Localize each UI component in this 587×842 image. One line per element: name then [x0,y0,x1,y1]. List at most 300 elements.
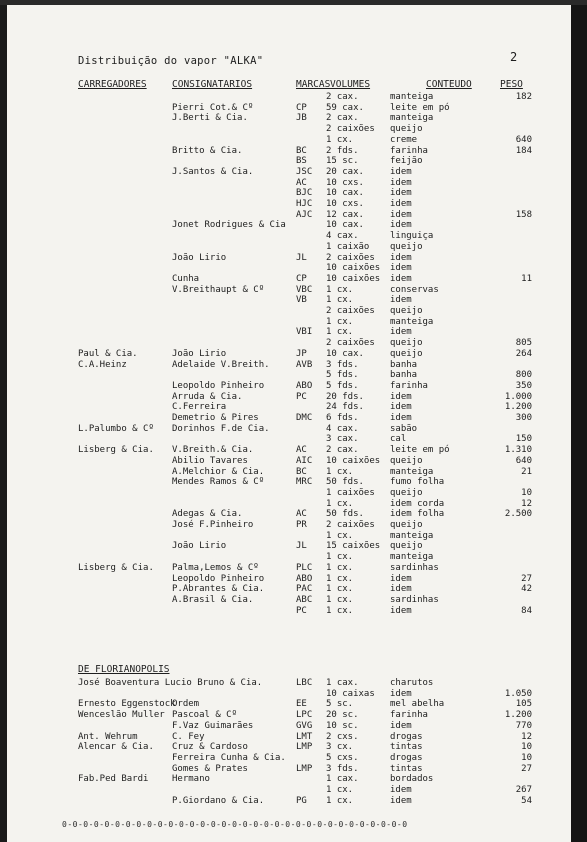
value-cell: 27 [521,573,532,584]
table-row [0,178,587,188]
table-row [0,306,587,316]
consignee-cell: J.Santos & Cia. [172,166,254,177]
consignee-cell: Jonet Rodrigues & Cia [172,220,286,231]
goods-cell: idem [390,177,412,188]
goods-cell: idem [390,605,412,616]
consignee-cell: A.Brasil & Cia. [172,594,254,605]
table-row [0,477,587,487]
goods-cell: idem [390,795,412,806]
consignee-cell: Adelaide V.Breith. [172,359,270,370]
goods-cell: idem [390,220,412,231]
consignee-cell: Palma,Lemos & Cº [172,562,259,573]
value-cell: 84 [521,605,532,616]
table-row [0,370,587,380]
shipper-cell: Alencar & Cia. [78,742,154,753]
table-row [0,732,587,742]
consignee-cell: C.Ferreira [172,402,227,413]
goods-cell: banha [390,370,418,381]
quantity-cell: 12 cax. [326,209,364,220]
table-row [0,541,587,551]
quantity-cell: 4 cax. [326,423,359,434]
value-cell: 1.050 [504,688,532,699]
quantity-cell: 10 caixões [326,273,381,284]
table-row [0,124,587,134]
mark-cell: JL [296,541,307,552]
quantity-cell: 10 cax. [326,220,364,231]
goods-cell: sabão [390,423,418,434]
goods-cell: farinha [390,710,428,721]
consignee-cell: João Lirio [172,252,227,263]
table-row [0,606,587,616]
table-row [0,285,587,295]
goods-cell: idem [390,199,412,209]
goods-cell: idem folha [390,509,445,520]
mark-cell: JB [296,113,307,124]
goods-cell: tintas [390,763,423,774]
mark-cell: PC [296,391,307,402]
quantity-cell: 2 cxs. [326,731,359,742]
consignee-cell: Gomes & Prates [172,763,248,774]
mark-cell: GVG [296,720,313,731]
goods-cell: feijão [390,156,423,167]
quantity-cell: 1 cx. [326,327,354,338]
table-row [0,499,587,509]
quantity-cell: 1 cx. [326,498,354,509]
table-row [0,381,587,391]
value-cell: 12 [521,731,532,742]
table-row [0,274,587,284]
consignee-cell: João Lirio [172,541,227,552]
column-header-consignee: CONSIGNATARIOS [172,79,253,90]
table-row [0,796,587,806]
column-header-goods: CONTEUDO [426,79,472,90]
quantity-cell: 10 cxs. [326,199,364,209]
goods-cell: fumo folha [390,477,445,488]
table-row [0,689,587,699]
value-cell: 1.000 [504,391,532,402]
quantity-cell: 10 caixões [326,263,381,274]
quantity-cell: 1 cx. [326,594,354,605]
table-row [0,188,587,198]
mark-cell: ABC [296,594,313,605]
shipper-cell: Ernesto Eggenstock [78,699,176,710]
table-row [0,146,587,156]
table-row [0,434,587,444]
value-cell: 27 [521,763,532,774]
table-row [0,488,587,498]
goods-cell: idem [390,252,412,263]
quantity-cell: 20 cax. [326,166,364,177]
goods-cell: queijo [390,455,423,466]
value-cell: 800 [515,370,532,381]
goods-cell: idem [390,327,412,338]
shipper-cell: C.A.Heinz [78,359,127,370]
consignee-cell: A.Melchior & Cia. [172,466,265,477]
shipper-cell: Wenceslão Muller [78,710,165,721]
quantity-cell: 1 cx. [326,466,354,477]
quantity-cell: 1 cx. [326,295,354,306]
value-cell: 1.200 [504,710,532,721]
mark-cell: AC [296,445,307,456]
mark-cell: AVB [296,359,313,370]
table-row [0,167,587,177]
table-row [0,563,587,573]
quantity-cell: 1 cx. [326,552,354,563]
quantity-cell: 1 cx. [326,584,354,595]
consignee-cell: J.Berti & Cia. [172,113,248,124]
consignee-cell: Leopoldo Pinheiro [172,380,265,391]
value-cell: 2.500 [504,509,532,520]
table-row [0,103,587,113]
goods-cell: manteiga [390,92,434,102]
mark-cell: AIC [296,455,313,466]
table-row [0,295,587,305]
goods-cell: idem [390,584,412,595]
goods-cell: tintas [390,742,423,753]
goods-cell: queijo [390,520,423,530]
mark-cell: CP [296,102,307,113]
quantity-cell: 5 fds. [326,380,359,391]
mark-cell: AC [296,177,307,188]
mark-cell: JL [296,252,307,263]
goods-cell: manteiga [390,552,434,563]
value-cell: 11 [521,273,532,284]
table-row [0,156,587,166]
goods-cell: idem [390,273,412,284]
quantity-cell: 5 fds. [326,370,359,381]
shipper-cell: L.Palumbo & Cº [78,423,154,434]
quantity-cell: 15 sc. [326,156,359,167]
goods-cell: sardinhas [390,594,439,605]
quantity-cell: 10 caixas [326,688,375,699]
table-row [0,135,587,145]
goods-cell: drogas [390,752,423,763]
value-cell: 150 [515,434,532,445]
goods-cell: farinha [390,380,428,391]
goods-cell: idem [390,688,412,699]
goods-cell: queijo [390,338,423,349]
value-cell: 264 [515,348,532,359]
goods-cell: farinha [390,145,428,156]
quantity-cell: 20 fds. [326,391,364,402]
goods-cell: manteiga [390,316,434,327]
consignee-cell: Demetrio & Pires [172,413,259,423]
mark-cell: BJC [296,188,313,199]
table-row [0,402,587,412]
goods-cell: idem corda [390,498,445,509]
table-row [0,520,587,530]
shipper-cell: Lisberg & Cia. [78,445,154,456]
quantity-cell: 1 cx. [326,785,354,795]
value-cell: 10 [521,742,532,753]
quantity-cell: 1 cax. [326,774,359,785]
consignee-cell: Pierri Cot.& Cº [172,102,254,113]
quantity-cell: 10 cxs. [326,177,364,188]
mark-cell: PR [296,520,307,530]
table-row [0,774,587,784]
value-cell: 805 [515,338,532,349]
table-row [0,552,587,562]
quantity-cell: 3 cx. [326,742,354,753]
goods-cell: queijo [390,541,423,552]
quantity-cell: 5 cxs. [326,752,359,763]
value-cell: 770 [515,720,532,731]
consignee-cell: V.Breith.& Cia. [172,445,254,456]
column-header-mark: MARCAS [296,79,331,90]
table-row [0,92,587,102]
shipper-cell: José Boaventura Lucio Bruno & Cia. [78,678,263,688]
mark-cell: LMP [296,763,313,774]
quantity-cell: 1 caixão [326,241,370,252]
goods-cell: creme [390,134,418,145]
quantity-cell: 2 caixões [326,520,375,530]
mark-cell: AJC [296,209,313,220]
value-cell: 1.200 [504,402,532,413]
table-row [0,710,587,720]
goods-cell: mel abelha [390,699,445,710]
consignee-cell: Cruz & Cardoso [172,742,248,753]
consignee-cell: P.Giordano & Cia. [172,795,265,806]
goods-cell: idem [390,295,412,306]
goods-cell: idem [390,785,412,795]
value-cell: 267 [515,785,532,795]
table-row [0,220,587,230]
column-header-quantity: VOLUMES [330,79,371,90]
mark-cell: ABO [296,380,313,391]
value-cell: 158 [515,209,532,220]
shipper-cell: Fab.Ped Bardi [78,774,149,785]
table-row [0,263,587,273]
goods-cell: queijo [390,306,423,316]
shipper-cell: Paul & Cia. [78,348,138,359]
consignee-cell: V.Breithaupt & Cº [172,284,265,295]
quantity-cell: 1 cx. [326,284,354,295]
value-cell: 300 [515,413,532,423]
quantity-cell: 1 cx. [326,795,354,806]
goods-cell: idem [390,573,412,584]
table-row [0,678,587,688]
goods-cell: charutos [390,678,434,688]
mark-cell: BC [296,466,307,477]
table-row [0,584,587,594]
mark-cell: CP [296,273,307,284]
goods-cell: banha [390,359,418,370]
mark-cell: VBI [296,327,313,338]
mark-cell: LMT [296,731,313,742]
table-row [0,413,587,423]
consignee-cell: Mendes Ramos & Cº [172,477,265,488]
table-row [0,392,587,402]
quantity-cell: 50 fds. [326,509,364,520]
quantity-cell: 2 fds. [326,145,359,156]
table-row [0,349,587,359]
mark-cell: AC [296,509,307,520]
consignee-cell: Britto & Cia. [172,145,243,156]
table-row [0,753,587,763]
quantity-cell: 1 cx. [326,605,354,616]
value-cell: 182 [515,92,532,102]
table-row [0,317,587,327]
quantity-cell: 4 cax. [326,231,359,242]
mark-cell: LMP [296,742,313,753]
goods-cell: idem [390,413,412,423]
quantity-cell: 2 caixões [326,306,375,316]
consignee-cell: Abilio Tavares [172,455,248,466]
value-cell: 10 [521,752,532,763]
consignee-cell: José F.Pinheiro [172,520,254,530]
goods-cell: conservas [390,284,439,295]
table-row [0,327,587,337]
quantity-cell: 2 cax. [326,445,359,456]
goods-cell: queijo [390,241,423,252]
consignee-cell: João Lirio [172,348,227,359]
table-row [0,210,587,220]
consignee-cell: Arruda & Cia. [172,391,243,402]
value-cell: 105 [515,699,532,710]
quantity-cell: 6 fds. [326,413,359,423]
value-cell: 1.310 [504,445,532,456]
quantity-cell: 1 cx. [326,562,354,573]
mark-cell: PC [296,605,307,616]
mark-cell: VB [296,295,307,306]
value-cell: 350 [515,380,532,391]
mark-cell: LBC [296,678,313,688]
goods-cell: idem [390,166,412,177]
shipper-cell: Ant. Wehrum [78,731,138,742]
quantity-cell: 1 caixões [326,487,375,498]
table-row [0,253,587,263]
goods-cell: manteiga [390,466,434,477]
table-row [0,467,587,477]
quantity-cell: 20 sc. [326,710,359,721]
table-row [0,574,587,584]
quantity-cell: 1 cx. [326,316,354,327]
mark-cell: DMC [296,413,313,423]
mark-cell: BC [296,145,307,156]
quantity-cell: 3 fds. [326,359,359,370]
mark-cell: PLC [296,562,313,573]
value-cell: 12 [521,498,532,509]
quantity-cell: 1 cax. [326,678,359,688]
value-cell: 54 [521,795,532,806]
value-cell: 42 [521,584,532,595]
section-heading: DE FLORIANOPOLIS [78,664,170,675]
goods-cell: queijo [390,348,423,359]
mark-cell: PG [296,795,307,806]
table-row [0,456,587,466]
consignee-cell: Ordem [172,699,200,710]
goods-cell: cal [390,434,407,445]
value-cell: 640 [515,134,532,145]
table-row [0,509,587,519]
table-row [0,531,587,541]
quantity-cell: 15 caixões [326,541,381,552]
value-cell: 10 [521,487,532,498]
goods-cell: leite em pó [390,445,450,456]
quantity-cell: 10 sc. [326,720,359,731]
consignee-cell: Cunha [172,273,200,284]
quantity-cell: 2 caixões [326,338,375,349]
quantity-cell: 3 cax. [326,434,359,445]
table-row [0,785,587,795]
table-row [0,338,587,348]
quantity-cell: 10 cax. [326,188,364,199]
goods-cell: manteiga [390,113,434,124]
goods-cell: bordados [390,774,434,785]
goods-cell: manteiga [390,530,434,541]
column-header-value: PESO [500,79,523,90]
table-row [0,742,587,752]
mark-cell: LPC [296,710,313,721]
table-row [0,595,587,605]
mark-cell: VBC [296,284,313,295]
value-cell: 184 [515,145,532,156]
shipper-cell: Lisberg & Cia. [78,562,154,573]
goods-cell: idem [390,720,412,731]
table-row [0,242,587,252]
goods-cell: idem [390,209,412,220]
quantity-cell: 1 cx. [326,530,354,541]
consignee-cell: Ferreira Cunha & Cia. [172,752,286,763]
goods-cell: leite em pó [390,102,450,113]
goods-cell: sardinhas [390,562,439,573]
table-row [0,424,587,434]
table-row [0,360,587,370]
quantity-cell: 24 fds. [326,402,364,413]
column-header-shipper: CARREGADORES [78,79,147,90]
quantity-cell: 1 cx. [326,134,354,145]
consignee-cell: Adegas & Cia. [172,509,243,520]
quantity-cell: 10 caixões [326,455,381,466]
table-row [0,721,587,731]
mark-cell: EE [296,699,307,710]
quantity-cell: 1 cx. [326,573,354,584]
page-number: 2 [510,50,518,64]
quantity-cell: 2 caixões [326,252,375,263]
goods-cell: queijo [390,487,423,498]
table-row [0,764,587,774]
consignee-cell: Hermano [172,774,210,785]
quantity-cell: 10 cax. [326,348,364,359]
quantity-cell: 2 cax. [326,92,359,102]
quantity-cell: 50 fds. [326,477,364,488]
mark-cell: JP [296,348,307,359]
consignee-cell: P.Abrantes & Cia. [172,584,265,595]
consignee-cell: Dorinhos F.de Cia. [172,423,270,434]
mark-cell: JSC [296,166,313,177]
mark-cell: MRC [296,477,313,488]
value-cell: 21 [521,466,532,477]
quantity-cell: 5 sc. [326,699,354,710]
goods-cell: idem [390,188,412,199]
mark-cell: BS [296,156,307,167]
goods-cell: idem [390,263,412,274]
mark-cell: ABO [296,573,313,584]
goods-cell: idem [390,391,412,402]
consignee-cell: F.Vaz Guimarães [172,720,254,731]
mark-cell: PAC [296,584,313,595]
quantity-cell: 59 cax. [326,102,364,113]
consignee-cell: C. Fey [172,731,205,742]
consignee-cell: Pascoal & Cº [172,710,238,721]
table-row [0,113,587,123]
goods-cell: linguiça [390,231,434,242]
goods-cell: drogas [390,731,423,742]
document-title: Distribuição do vapor "ALKA" [78,55,264,67]
footer-separator: 0-0-0-0-0-0-0-0-0-0-0-0-0-0-0-0-0-0-0-0-0-0-0-0-0-0-0-0-0-0-0-0-0 [62,820,408,829]
consignee-cell: Leopoldo Pinheiro [172,573,265,584]
quantity-cell: 2 caixões [326,124,375,135]
